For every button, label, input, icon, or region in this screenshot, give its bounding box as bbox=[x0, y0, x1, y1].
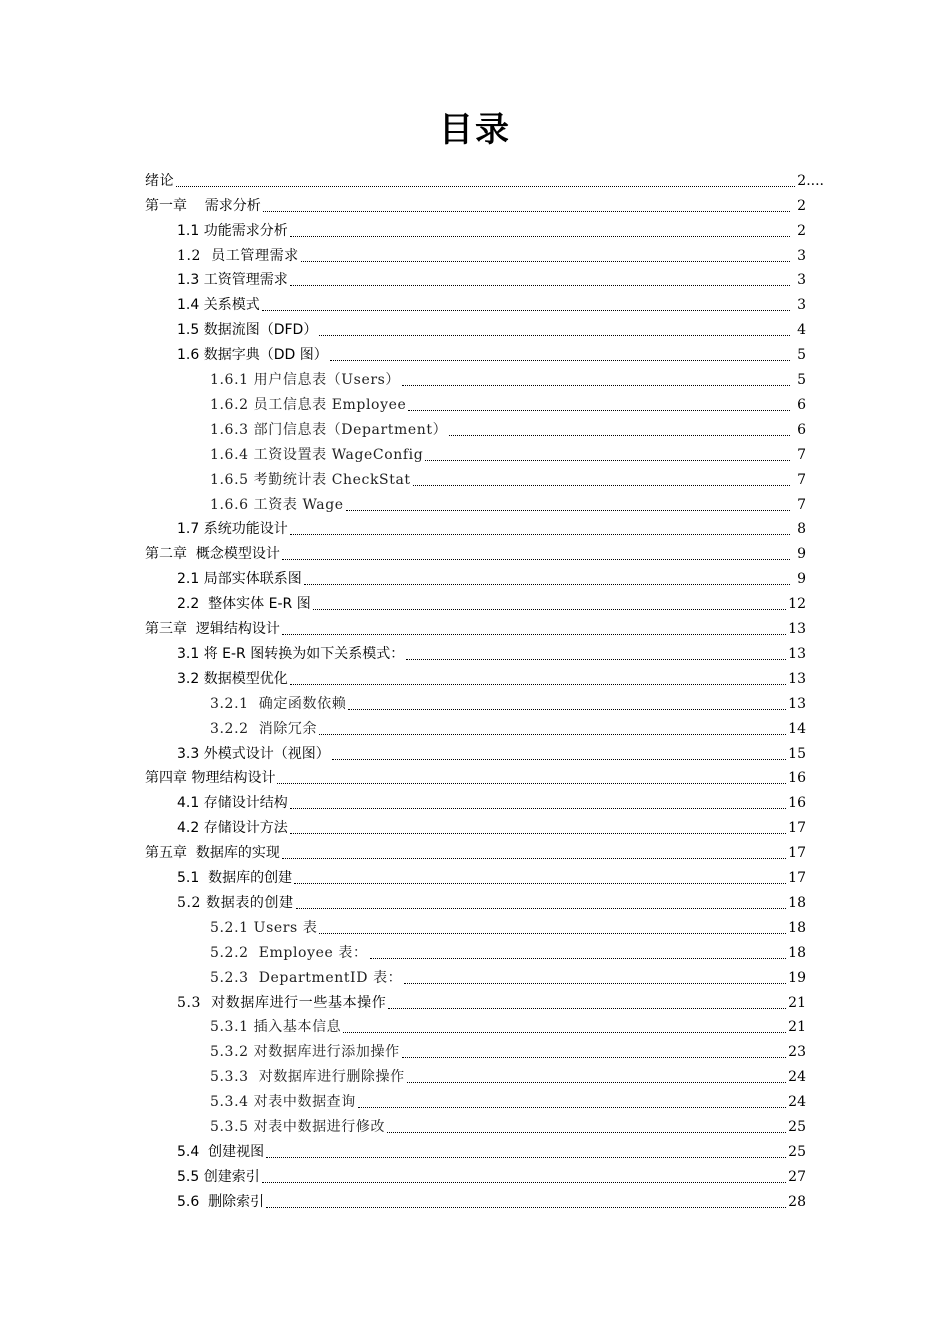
dot-leader bbox=[346, 509, 790, 511]
toc-entry[interactable] bbox=[177, 988, 806, 1013]
dot-leader bbox=[388, 1007, 786, 1009]
toc-entry-page-number: 2.... bbox=[797, 172, 824, 189]
dot-leader bbox=[402, 384, 790, 386]
dot-leader bbox=[330, 359, 790, 361]
dot-leader bbox=[313, 608, 786, 610]
dot-leader bbox=[296, 907, 786, 909]
toc-entry-label: 4.1 存储设计结构 bbox=[177, 795, 288, 812]
toc-entry[interactable] bbox=[177, 266, 806, 291]
toc-entry[interactable] bbox=[210, 465, 806, 490]
dot-leader bbox=[290, 683, 786, 685]
toc-entry[interactable] bbox=[177, 1187, 806, 1212]
dot-leader bbox=[290, 807, 786, 809]
toc-entry-page-number: 13 bbox=[788, 670, 806, 687]
toc-entry[interactable] bbox=[210, 1013, 806, 1038]
toc-entry-label: 第三章 逻辑结构设计 bbox=[145, 621, 280, 638]
toc-entry[interactable] bbox=[177, 739, 806, 764]
toc-entry[interactable] bbox=[210, 365, 806, 390]
toc-entry-label: 5.2.2 Employee 表： bbox=[210, 944, 368, 961]
toc-entry[interactable] bbox=[210, 1112, 806, 1137]
toc-entry-page-number: 15 bbox=[788, 745, 806, 762]
toc-entry-page-number: 17 bbox=[788, 870, 806, 887]
dot-leader bbox=[294, 882, 786, 884]
toc-entry-page-number: 28 bbox=[788, 1193, 806, 1210]
dot-leader bbox=[290, 533, 790, 535]
dot-leader bbox=[343, 1031, 786, 1033]
toc-entry-page-number: 7 bbox=[797, 471, 806, 488]
toc-entry-page-number: 24 bbox=[788, 1094, 806, 1111]
dot-leader bbox=[282, 558, 790, 560]
toc-entry-label: 1.6.2 员工信息表 Employee bbox=[210, 396, 407, 413]
toc-entry[interactable] bbox=[210, 963, 806, 988]
toc-entry[interactable] bbox=[177, 863, 806, 888]
dot-leader bbox=[348, 708, 786, 710]
dot-leader bbox=[266, 1156, 786, 1158]
toc-entry[interactable] bbox=[210, 913, 806, 938]
toc-entry-label: 2.1 局部实体联系图 bbox=[177, 571, 302, 588]
toc-entry[interactable] bbox=[145, 614, 806, 639]
dot-leader bbox=[262, 1181, 786, 1183]
dot-leader bbox=[406, 658, 786, 660]
toc-entry-page-number: 6 bbox=[797, 396, 806, 413]
toc-entry-label: 5.3.3 对数据库进行删除操作 bbox=[210, 1069, 405, 1086]
toc-entry-page-number: 13 bbox=[788, 645, 806, 662]
toc-entry-label: 1.6.5 考勤统计表 CheckStat bbox=[210, 471, 411, 488]
toc-entry-page-number: 5 bbox=[797, 372, 806, 389]
toc-entry[interactable] bbox=[177, 789, 806, 814]
toc-entry-label: 3.2.1 确定函数依赖 bbox=[210, 695, 347, 712]
toc-entry[interactable] bbox=[145, 540, 806, 565]
toc-entry-label: 1.5 数据流图（DFD） bbox=[177, 322, 318, 339]
toc-entry-label: 5.2.1 Users 表 bbox=[210, 919, 318, 936]
toc-entry-label: 5.3.5 对表中数据进行修改 bbox=[210, 1119, 386, 1136]
toc-entry-label: 1.6 数据字典（DD 图） bbox=[177, 347, 328, 364]
dot-leader bbox=[413, 484, 790, 486]
toc-entry-page-number: 19 bbox=[788, 969, 806, 986]
toc-entry[interactable] bbox=[210, 1062, 806, 1087]
dot-leader bbox=[277, 782, 786, 784]
toc-entry-label: 5.3.4 对表中数据查询 bbox=[210, 1094, 356, 1111]
dot-leader bbox=[282, 633, 786, 635]
toc-entry-page-number: 5 bbox=[797, 347, 806, 364]
toc-entry-page-number: 7 bbox=[797, 496, 806, 513]
toc-entry-label: 绪论 bbox=[145, 172, 175, 189]
toc-entry-page-number: 4 bbox=[797, 322, 806, 339]
dot-leader bbox=[304, 583, 790, 585]
toc-entry-page-number: 2 bbox=[797, 197, 806, 214]
dot-leader bbox=[425, 459, 790, 461]
toc-entry-label: 3.2 数据模型优化 bbox=[177, 670, 288, 687]
toc-entry-label: 4.2 存储设计方法 bbox=[177, 820, 288, 837]
dot-leader bbox=[402, 1056, 787, 1058]
dot-leader bbox=[290, 832, 786, 834]
dot-leader bbox=[407, 1081, 786, 1083]
toc-entry-label: 5.1 数据库的创建 bbox=[177, 870, 293, 887]
toc-entry[interactable] bbox=[177, 813, 806, 838]
toc-entry-page-number: 16 bbox=[788, 795, 806, 812]
toc-entry-label: 第一章 需求分析 bbox=[145, 197, 261, 214]
dot-leader bbox=[176, 185, 795, 187]
toc-entry-page-number: 12 bbox=[788, 596, 806, 613]
toc-entry[interactable] bbox=[210, 938, 806, 963]
toc-entry-label: 1.7 系统功能设计 bbox=[177, 521, 288, 538]
toc-entry[interactable] bbox=[210, 490, 806, 515]
toc-entry-label: 5.3.2 对数据库进行添加操作 bbox=[210, 1044, 400, 1061]
toc-entry[interactable] bbox=[177, 589, 806, 614]
toc-entry-page-number: 18 bbox=[788, 894, 806, 911]
toc-entry-page-number: 21 bbox=[788, 1019, 806, 1036]
dot-leader bbox=[262, 309, 790, 311]
toc-entry-page-number: 3 bbox=[797, 297, 806, 314]
toc-entry[interactable] bbox=[177, 340, 806, 365]
toc-entry-label: 3.1 将 E-R 图转换为如下关系模式： bbox=[177, 645, 405, 662]
toc-entry[interactable] bbox=[145, 166, 824, 191]
dot-leader bbox=[319, 334, 790, 336]
toc-entry-label: 第五章 数据库的实现 bbox=[145, 845, 280, 862]
toc-entry-label: 3.3 外模式设计（视图） bbox=[177, 745, 330, 762]
toc-entry-page-number: 6 bbox=[797, 421, 806, 438]
dot-leader bbox=[290, 235, 790, 237]
toc-entry-label: 1.6.6 工资表 Wage bbox=[210, 496, 344, 513]
toc-entry-page-number: 18 bbox=[788, 919, 806, 936]
toc-entry-label: 1.6.4 工资设置表 WageConfig bbox=[210, 446, 424, 463]
toc-entry-page-number: 27 bbox=[788, 1168, 806, 1185]
dot-leader bbox=[266, 1206, 786, 1208]
dot-leader bbox=[319, 733, 786, 735]
toc-entry-page-number: 13 bbox=[788, 695, 806, 712]
toc-entry-label: 1.2 员工管理需求 bbox=[177, 247, 299, 264]
dot-leader bbox=[358, 1106, 786, 1108]
toc-entry-label: 5.6 删除索引 bbox=[177, 1193, 265, 1210]
toc-entry-page-number: 9 bbox=[797, 546, 806, 563]
toc-entry-label: 1.6.1 用户信息表（Users） bbox=[210, 372, 401, 389]
toc-entry[interactable] bbox=[210, 1087, 806, 1112]
toc-entry[interactable] bbox=[145, 191, 806, 216]
toc-entry[interactable] bbox=[177, 515, 806, 540]
toc-entry[interactable] bbox=[177, 216, 806, 241]
toc-entry[interactable] bbox=[177, 315, 806, 340]
toc-entry[interactable] bbox=[177, 1162, 806, 1187]
toc-entry-label: 5.4 创建视图 bbox=[177, 1143, 265, 1160]
dot-leader bbox=[263, 210, 790, 212]
toc-entry-page-number: 7 bbox=[797, 446, 806, 463]
dot-leader bbox=[449, 434, 790, 436]
toc-entry-page-number: 17 bbox=[788, 820, 806, 837]
toc-entry[interactable] bbox=[177, 888, 806, 913]
toc-entry[interactable] bbox=[145, 838, 806, 863]
dot-leader bbox=[290, 284, 790, 286]
toc-entry[interactable] bbox=[177, 664, 806, 689]
dot-leader bbox=[408, 409, 790, 411]
toc-entry-page-number: 14 bbox=[788, 720, 806, 737]
toc-entry-label: 5.5 创建索引 bbox=[177, 1168, 260, 1185]
dot-leader bbox=[301, 260, 790, 262]
toc-entry-page-number: 18 bbox=[788, 944, 806, 961]
toc-entry[interactable] bbox=[177, 564, 806, 589]
toc-entry-page-number: 8 bbox=[797, 521, 806, 538]
dot-leader bbox=[332, 758, 786, 760]
toc-entry-page-number: 23 bbox=[788, 1044, 806, 1061]
dot-leader bbox=[319, 932, 786, 934]
dot-leader bbox=[282, 857, 786, 859]
toc-entry-page-number: 2 bbox=[797, 222, 806, 239]
toc-entry[interactable] bbox=[210, 390, 806, 415]
toc-entry[interactable] bbox=[210, 415, 806, 440]
toc-entry-page-number: 21 bbox=[788, 994, 806, 1011]
toc-entry[interactable] bbox=[145, 764, 806, 789]
toc-entry[interactable] bbox=[210, 440, 806, 465]
toc-entry-label: 1.4 关系模式 bbox=[177, 297, 260, 314]
toc-entry-page-number: 3 bbox=[797, 272, 806, 289]
toc-entry-label: 5.2 数据表的创建 bbox=[177, 894, 294, 911]
toc-entry[interactable] bbox=[177, 1137, 806, 1162]
toc-entry-label: 第二章 概念模型设计 bbox=[145, 546, 280, 563]
toc-entry-page-number: 25 bbox=[788, 1143, 806, 1160]
dot-leader bbox=[370, 957, 787, 959]
toc-entry-page-number: 13 bbox=[788, 621, 806, 638]
toc-entry-page-number: 16 bbox=[788, 770, 806, 787]
toc-entry[interactable] bbox=[210, 689, 806, 714]
dot-leader bbox=[387, 1131, 786, 1133]
toc-entry-label: 1.3 工资管理需求 bbox=[177, 272, 288, 289]
toc-entry-page-number: 24 bbox=[788, 1069, 806, 1086]
dot-leader bbox=[404, 982, 786, 984]
toc-entry-label: 1.6.3 部门信息表（Department） bbox=[210, 421, 448, 438]
toc-entry-label: 5.3 对数据库进行一些基本操作 bbox=[177, 994, 387, 1011]
toc-entry[interactable] bbox=[210, 1038, 806, 1063]
toc-entry-label: 5.3.1 插入基本信息 bbox=[210, 1019, 342, 1036]
toc-entry[interactable] bbox=[177, 639, 806, 664]
toc-entry-label: 2.2 整体实体 E-R 图 bbox=[177, 596, 311, 613]
toc-entry-label: 5.2.3 DepartmentID 表： bbox=[210, 969, 403, 986]
toc-entry-page-number: 9 bbox=[797, 571, 806, 588]
page-title: 目录 bbox=[439, 110, 511, 150]
toc-entry-label: 3.2.2 消除冗余 bbox=[210, 720, 318, 737]
toc-entry-page-number: 25 bbox=[788, 1119, 806, 1136]
toc-entry-page-number: 3 bbox=[797, 247, 806, 264]
toc-entry-label: 第四章 物理结构设计 bbox=[145, 770, 276, 787]
toc-entry[interactable] bbox=[210, 714, 806, 739]
toc-entry[interactable] bbox=[177, 291, 806, 316]
toc-entry[interactable] bbox=[177, 241, 806, 266]
toc-entry-page-number: 17 bbox=[788, 845, 806, 862]
toc-entry-label: 1.1 功能需求分析 bbox=[177, 222, 288, 239]
